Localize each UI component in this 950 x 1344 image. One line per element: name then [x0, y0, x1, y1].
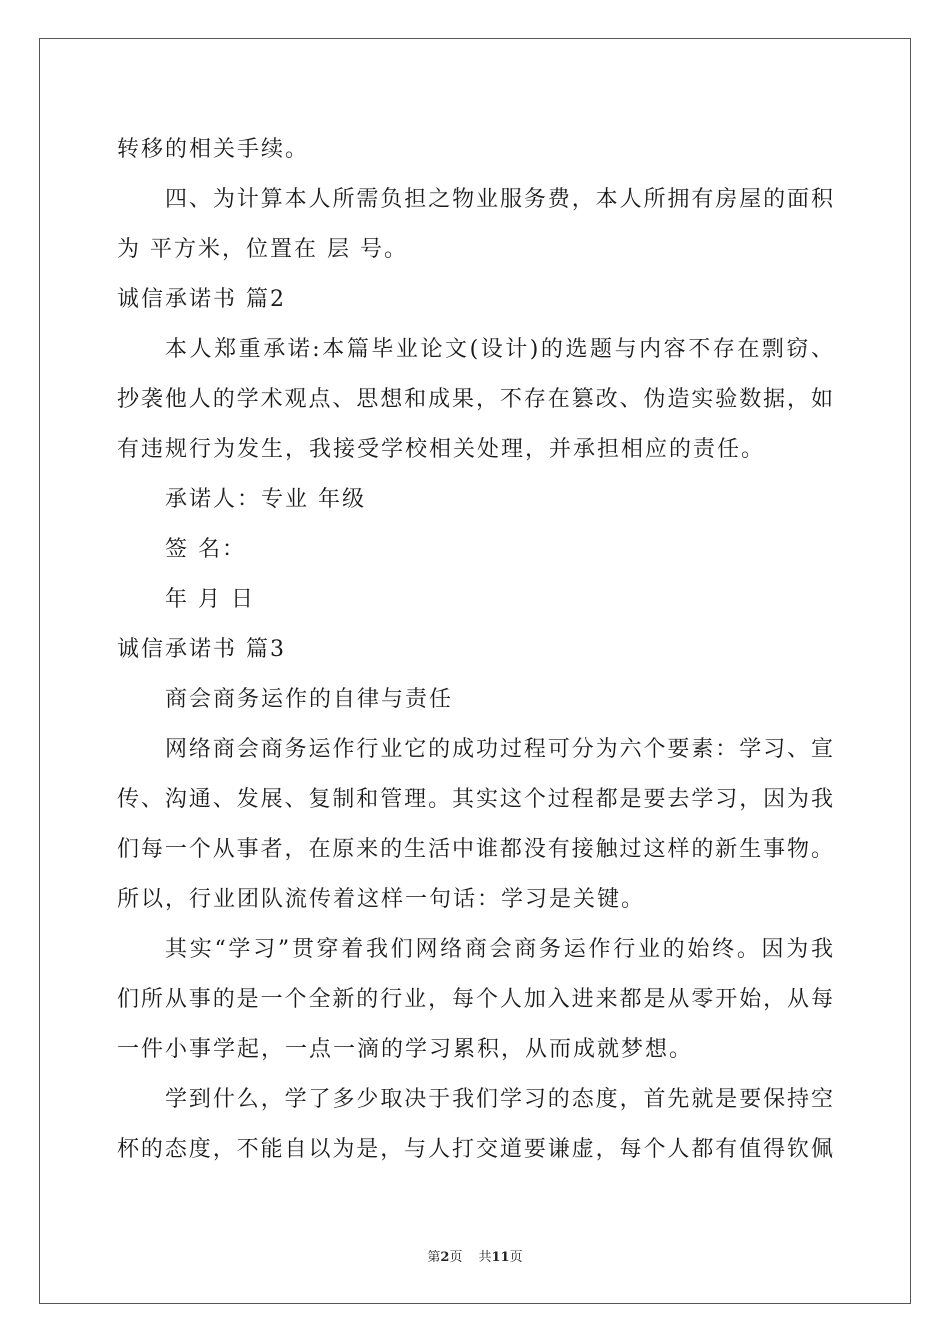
footer-page-suffix: 页: [449, 1250, 463, 1265]
footer-total-prefix: 共: [478, 1250, 492, 1265]
text-line: 年 月 日: [165, 587, 255, 612]
text-line: 抄袭他人的学术观点、思想和成果，不存在篡改、伪造实验数据，如: [117, 387, 833, 412]
text-line: 承诺人：专业 年级: [165, 487, 366, 512]
text-line: 本人郑重承诺:本篇毕业论文(设计)的选题与内容不存在剽窃、: [165, 337, 833, 362]
text-line: 为 平方米，位置在 层 号。: [117, 237, 408, 262]
text-line: 其实“学习”贯穿着我们网络商会商务运作行业的始终。因为我: [165, 937, 833, 962]
document-body: [117, 125, 833, 1175]
text-line: 学到什么，学了多少取决于我们学习的态度，首先就是要保持空: [165, 1087, 833, 1112]
text-line: 一件小事学起，一点一滴的学习累积，从而成就梦想。: [117, 1037, 694, 1062]
text-line: 传、沟通、发展、复制和管理。其实这个过程都是要去学习，因为我: [117, 787, 833, 812]
text-line: 商会商务运作的自律与责任: [165, 687, 454, 712]
footer-total-suffix: 页: [509, 1250, 523, 1265]
page-footer: [0, 1246, 950, 1265]
text-line: 四、为计算本人所需负担之物业服务费，本人所拥有房屋的面积: [165, 187, 833, 212]
text-line: 杯的态度，不能自以为是，与人打交道要谦虚，每个人都有值得钦佩: [117, 1137, 833, 1162]
text-line: 们所从事的是一个全新的行业，每个人加入进来都是从零开始，从每: [117, 987, 833, 1012]
text-line: 有违规行为发生，我接受学校相关处理，并承担相应的责任。: [117, 437, 766, 462]
footer-page-number: 2: [440, 1250, 450, 1265]
text-line: 网络商会商务运作行业它的成功过程可分为六个要素：学习、宣: [165, 737, 833, 762]
footer-total-number: 11: [491, 1250, 510, 1265]
text-line: 转移的相关手续。: [117, 137, 310, 162]
footer-page-prefix: 第: [427, 1250, 441, 1265]
text-line: 诚信承诺书 篇2: [117, 287, 286, 312]
text-line: 签 名：: [165, 537, 246, 562]
text-line: 诚信承诺书 篇3: [117, 637, 286, 662]
text-line: 所以，行业团队流传着这样一句话：学习是关键。: [117, 887, 646, 912]
text-line: 们每一个从事者，在原来的生活中谁都没有接触过这样的新生事物。: [117, 837, 833, 862]
